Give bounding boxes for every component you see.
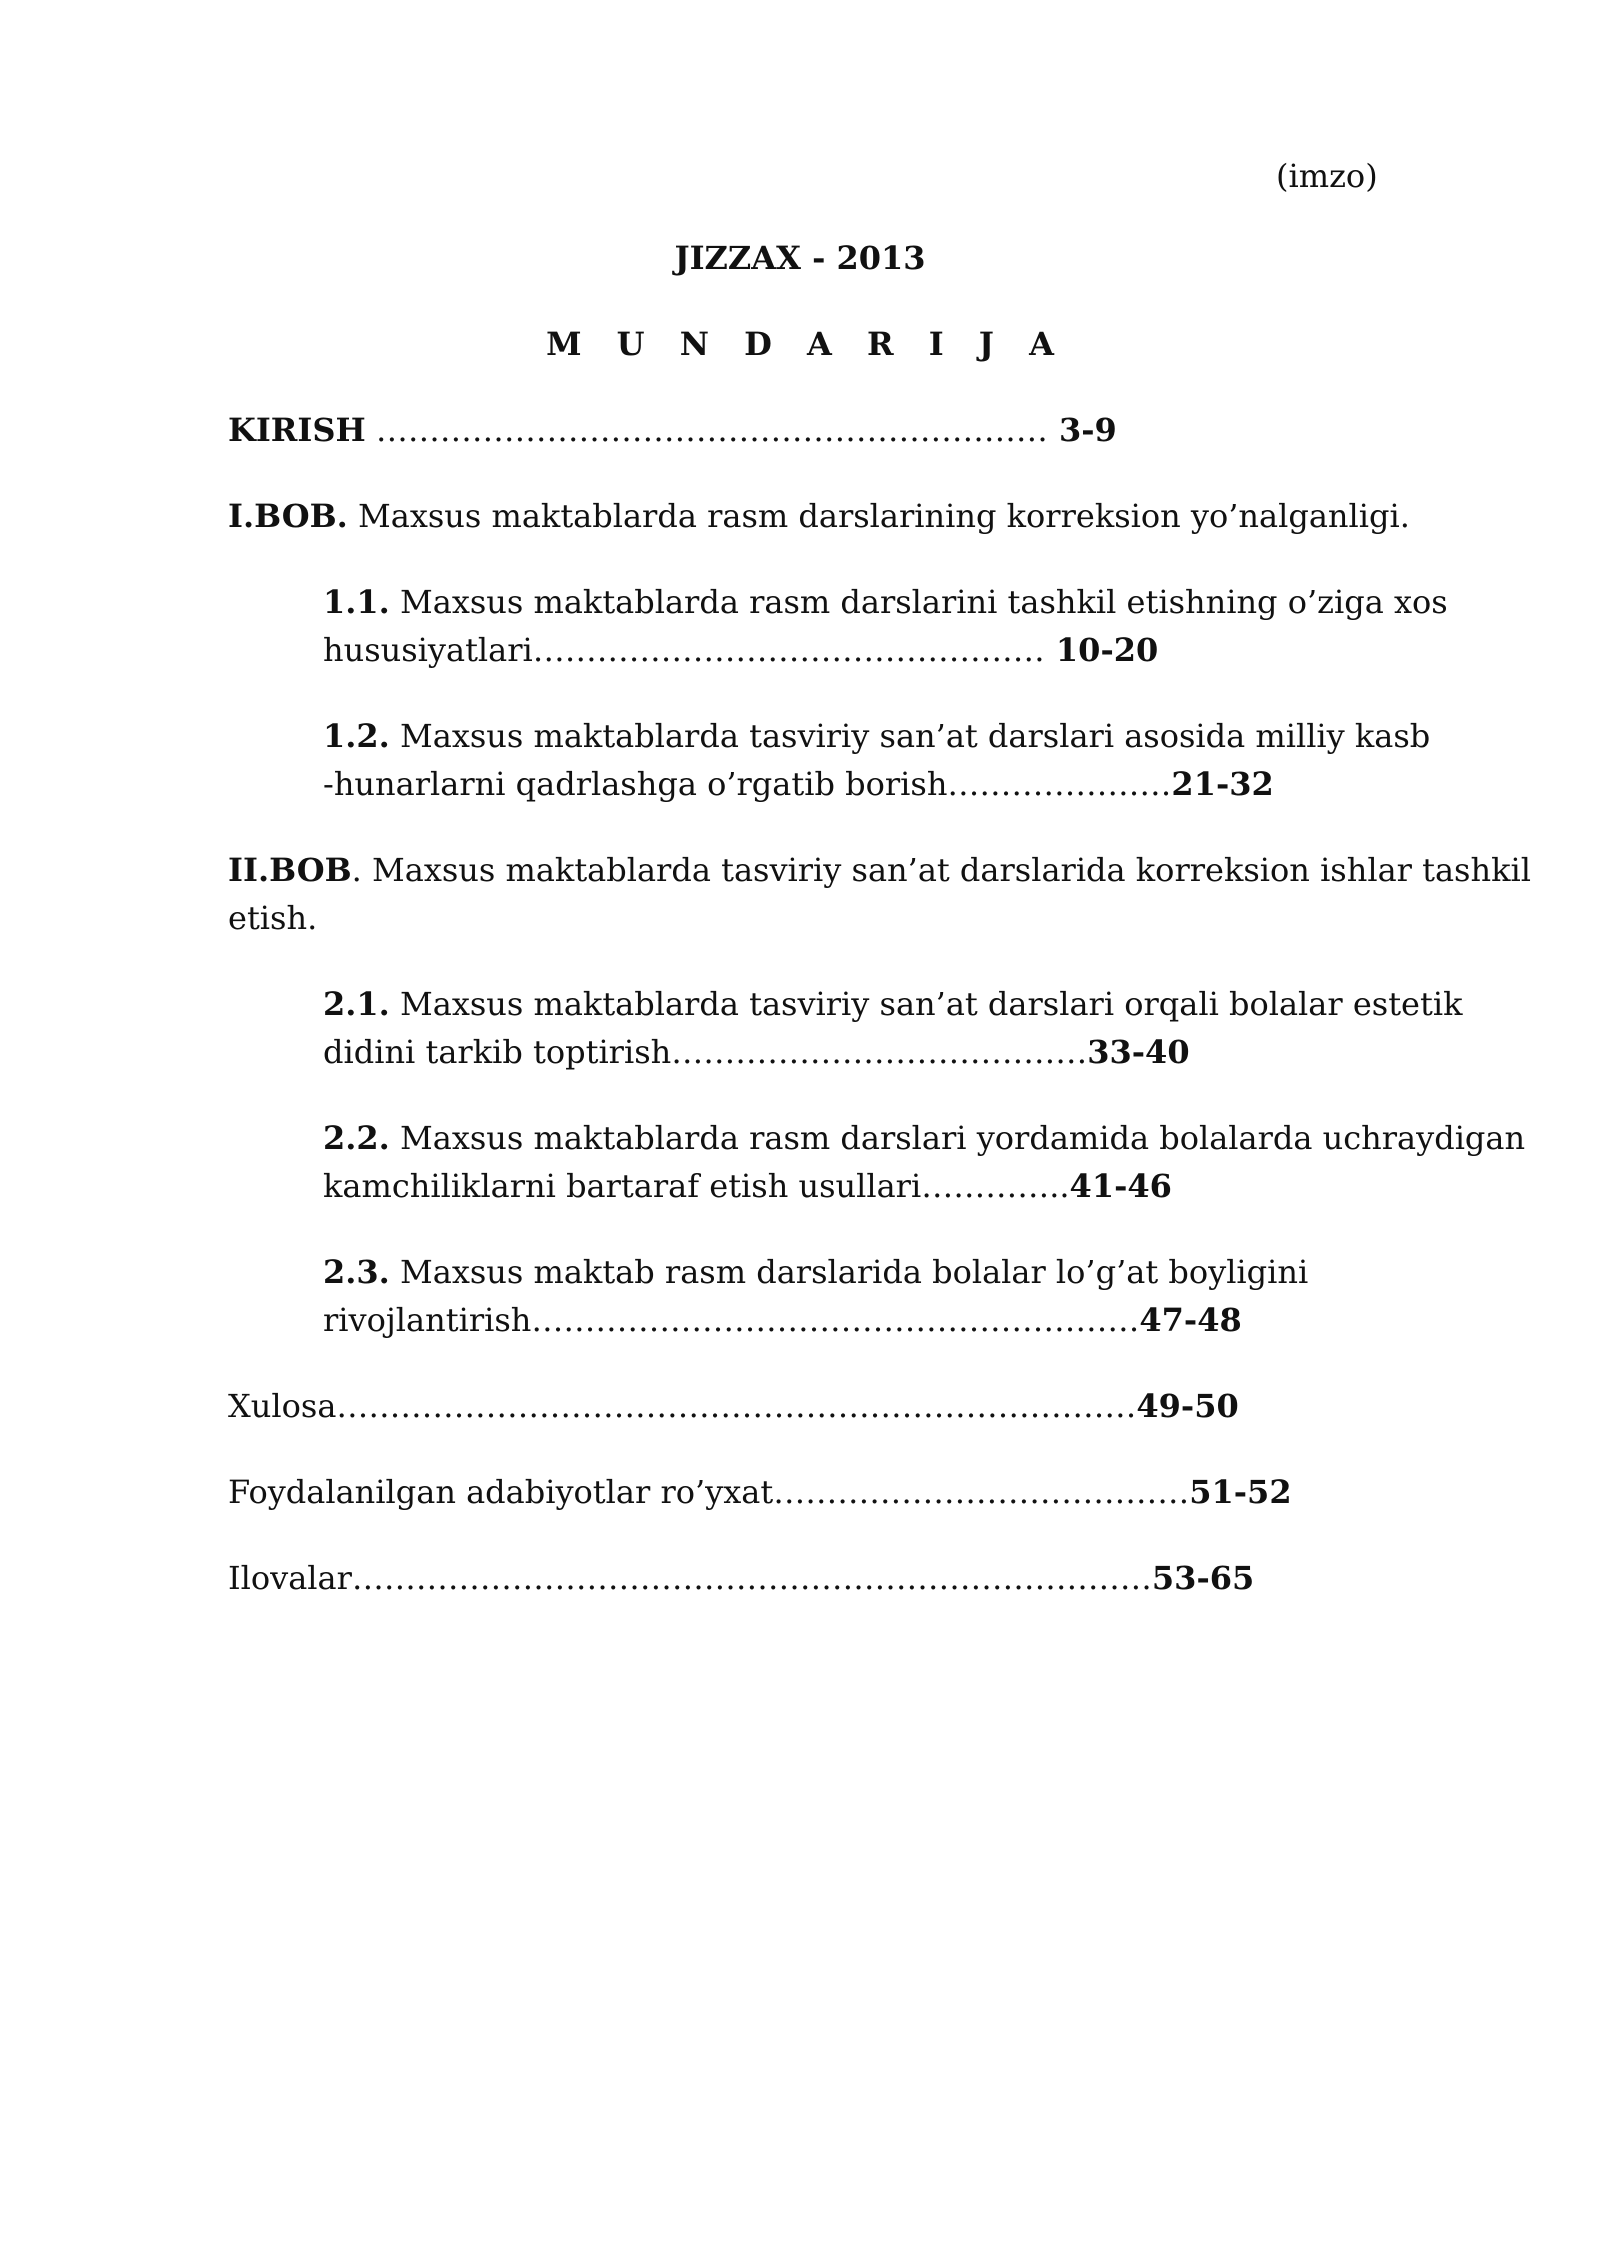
city-year: JIZZAX - 2013 xyxy=(674,239,926,277)
toc-chapter-title-line2: etish. xyxy=(228,899,318,937)
toc-section-number: 1.1. xyxy=(323,583,390,621)
toc-section-title-line2: didini tarkib toptirish………………………………… xyxy=(323,1033,1088,1071)
toc-page-range: 41-46 xyxy=(1069,1167,1172,1205)
toc-entry-2-1-cont xyxy=(323,1028,1190,1076)
toc-section-number: 2.2. xyxy=(323,1119,390,1157)
toc-entry-label: Foydalanilgan adabiyotlar ro’yxat………………………………… xyxy=(228,1473,1190,1511)
toc-entry-2-2-cont xyxy=(323,1162,1172,1210)
toc-page-range: 21-32 xyxy=(1171,765,1274,803)
toc-section-title-line2: hususiyatlari………………………………………… xyxy=(323,631,1045,669)
toc-chapter-number: II.BOB xyxy=(228,851,352,889)
toc-entry-1-1-cont xyxy=(323,626,1158,674)
toc-page-range: 33-40 xyxy=(1087,1033,1190,1071)
toc-page-range: 51-52 xyxy=(1189,1473,1292,1511)
toc-entry-1-2-cont xyxy=(323,760,1274,808)
toc-entry-label: Ilovalar………………………………………………………………… xyxy=(228,1559,1152,1597)
toc-page-range: 47-48 xyxy=(1139,1301,1242,1339)
toc-entry-2-3 xyxy=(323,1248,1308,1296)
toc-section-title-line2: rivojlantirish………………………………………………… xyxy=(323,1301,1140,1339)
toc-chapter-title: Maxsus maktablarda rasm darslarining korreksion yo’nalganligi. xyxy=(347,497,1410,535)
toc-entry-1-2 xyxy=(323,712,1430,760)
toc-entry-references xyxy=(228,1468,1292,1516)
toc-page-range: 10-20 xyxy=(1044,631,1159,669)
toc-section-title-line1: Maxsus maktablarda rasm darslari yordamida bolalarda uchraydigan xyxy=(389,1119,1526,1157)
toc-entry-conclusion xyxy=(228,1382,1239,1430)
signature-note: (imzo) xyxy=(1276,157,1378,195)
toc-section-title-line1: Maxsus maktab rasm darslarida bolalar lo’g’at boyligini xyxy=(389,1253,1309,1291)
toc-chapter-number: I.BOB. xyxy=(228,497,348,535)
toc-chapter-title-line1: . Maxsus maktablarda tasviriy san’at darslarida korreksion ishlar tashkil xyxy=(351,851,1531,889)
toc-dots: ……………………………………………………… xyxy=(365,411,1048,449)
toc-entry-chapter-1 xyxy=(228,492,1410,540)
toc-page-range: 53-65 xyxy=(1151,1559,1255,1597)
toc-entry-2-3-cont xyxy=(323,1296,1242,1344)
toc-page-range: 49-50 xyxy=(1136,1387,1239,1425)
toc-entry-2-2 xyxy=(323,1114,1525,1162)
toc-entry-2-1 xyxy=(323,980,1462,1028)
toc-section-title-line2: -hunarlarni qadrlashga o’rgatib borish………………… xyxy=(323,765,1172,803)
toc-section-number: 2.1. xyxy=(323,985,390,1023)
toc-section-number: 1.2. xyxy=(323,717,390,755)
toc-entry-appendix xyxy=(228,1554,1254,1602)
toc-entry-chapter-2-cont xyxy=(228,894,317,942)
toc-section-title-line1: Maxsus maktablarda tasviriy san’at darslari orqali bolalar estetik xyxy=(389,985,1463,1023)
toc-section-title-line2: kamchiliklarni bartaraf etish usullari………….. xyxy=(323,1167,1070,1205)
toc-entry-label: Xulosa………………………………………………………………… xyxy=(228,1387,1137,1425)
toc-title: M U N D A R I J A xyxy=(546,325,1066,363)
toc-section-title-line1: Maxsus maktablarda tasviriy san’at darslari asosida milliy kasb xyxy=(389,717,1431,755)
toc-entry-1-1 xyxy=(323,578,1448,626)
toc-entry-chapter-2 xyxy=(228,846,1531,894)
toc-entry-intro xyxy=(228,406,1117,454)
toc-page-range: 3-9 xyxy=(1047,411,1117,449)
toc-entry-label: KIRISH xyxy=(228,411,366,449)
toc-section-number: 2.3. xyxy=(323,1253,390,1291)
toc-section-title-line1: Maxsus maktablarda rasm darslarini tashkil etishning o’ziga xos xyxy=(389,583,1448,621)
